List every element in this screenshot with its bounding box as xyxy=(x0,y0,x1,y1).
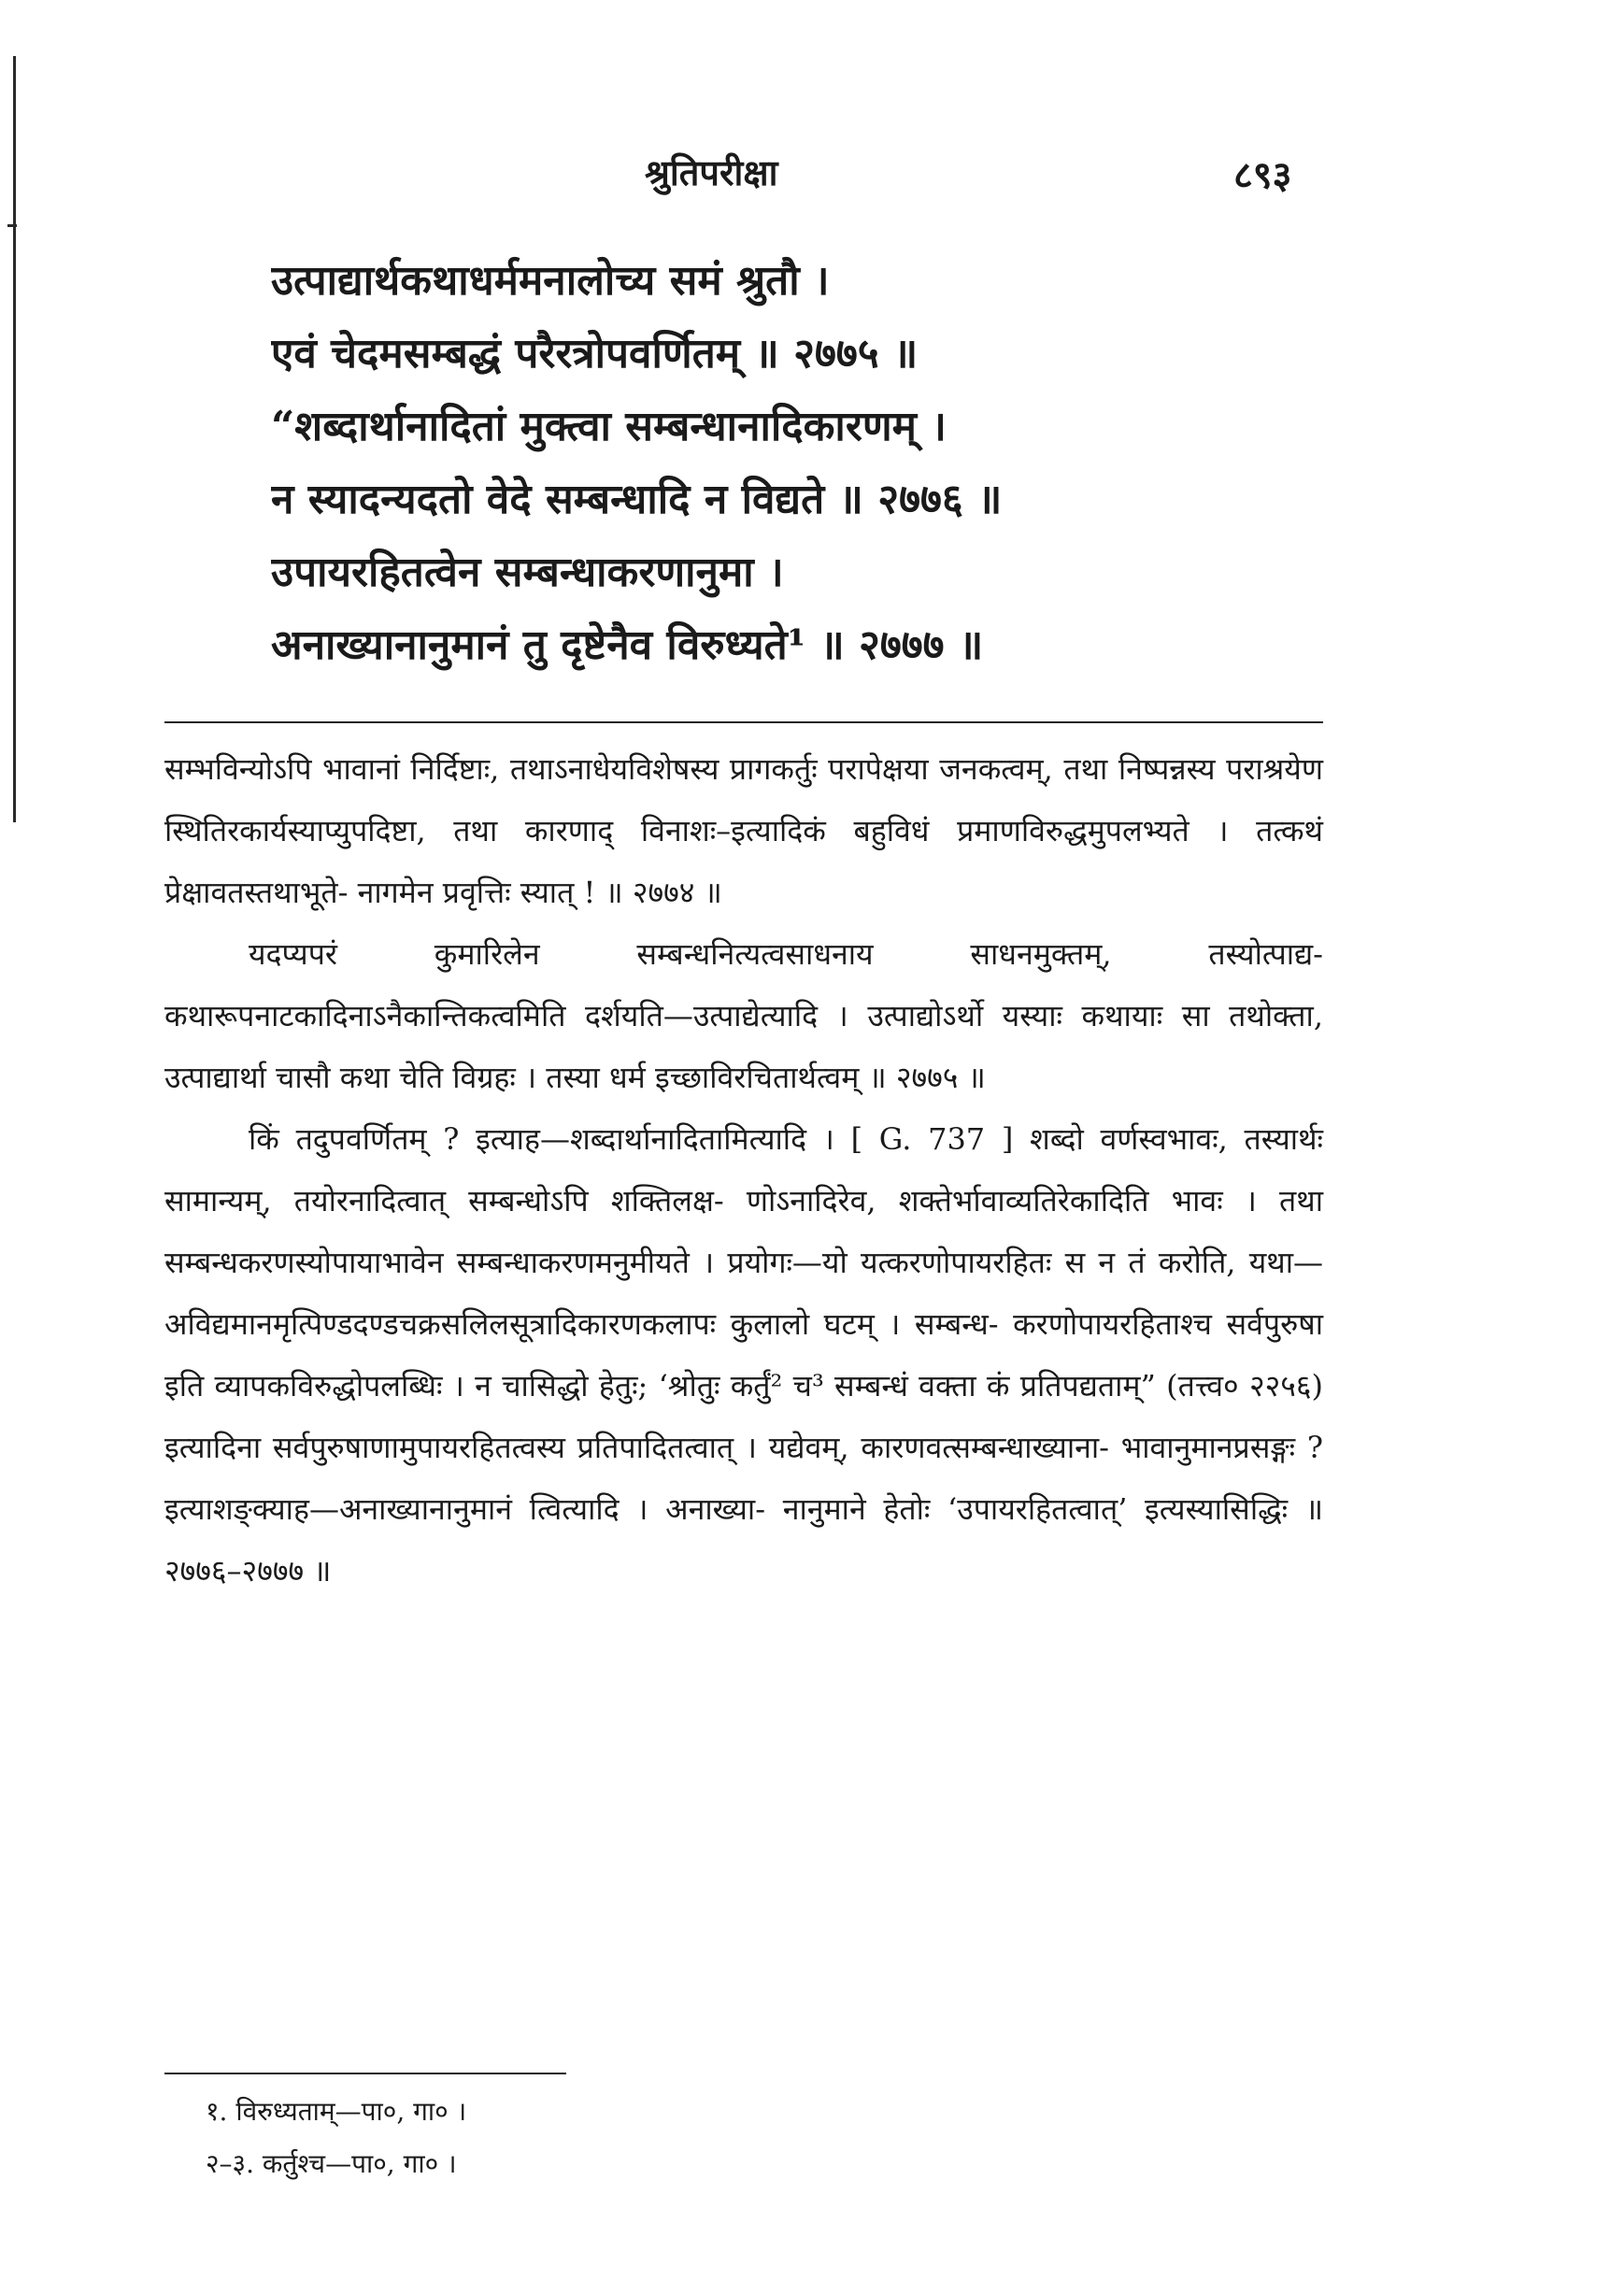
verse-line: अनाख्यानानुमानं तु दृष्टेनैव विरुध्यते¹ ॥ २७७७ ॥ xyxy=(271,621,984,669)
commentary-paragraph: किं तदुपवर्णितम् ? इत्याह—शब्दार्थानादितामित्यादि । [ G. 737 ] शब्दो वर्णस्वभावः, तस्यार्थः सामान्यम्, तयोरनादित्वात् सम्बन्धोऽपि शक्तिलक्ष- णोऽनादिरेव, शक्तेर्भावाव्यतिरेकादिति भावः । तथा सम्बन्धकरणस्योपायाभावेन सम्बन्धाकरणमनुमीयते । प्रयोगः—यो यत्करणोपायरहितः स न तं करोति, यथा— अविद्यमानमृत्पिण्डदण्डचक्रसलिलसूत्रादिकारणकलापः कुलालो घटम् । सम्बन्ध- करणोपायरहिताश्च सर्वपुरुषा इति व्यापकविरुद्धोपलब्धिः । न चासिद्धो हेतुः; ‘श्रोतुः कर्तुं² च³ सम्बन्धं वक्ता कं प्रतिपद्यताम्” (तत्त्व० २२५६) इत्यादिना सर्वपुरुषाणामुपायरहितत्वस्य प्रतिपादितत्वात् । यद्येवम्, कारणवत्सम्बन्धाख्याना- भावानुमानप्रसङ्गः ? इत्याशङ्क्याह—अनाख्यानानुमानं त्वित्यादि । अनाख्या- नानुमाने हेतोः ‘उपायरहितत्वात्’ इत्यस्यासिद्धिः ॥ २७७६–२७७७ ॥ xyxy=(164,1121,1323,1589)
footnote: २–३. कर्तुश्च—पा०, गा० । xyxy=(206,2148,457,2179)
running-title: श्रुतिपरीक्षा xyxy=(645,151,778,193)
binding-edge-tick xyxy=(7,224,17,227)
commentary-paragraph: यदप्यपरं कुमारिलेन सम्बन्धनित्यत्वसाधनाय साधनमुक्तम्, तस्योत्पाद्य- कथारूपनाटकादिनाऽनैकान्तिकत्वमिति दर्शयति—उत्पाद्येत्यादि । उत्पाद्योऽर्थो यस्याः कथायाः सा तथोक्ता, उत्पाद्यार्था चासौ कथा चेति विग्रहः । तस्या धर्म इच्छाविरचितार्थत्वम् ॥ २७७५ ॥ xyxy=(164,936,1323,1095)
verse-line: उपायरहितत्वेन सम्बन्धाकरणानुमा । xyxy=(271,549,784,596)
verse-line: उत्पाद्यार्थकथाधर्ममनालोच्य समं श्रुतौ । xyxy=(271,257,830,305)
verse-commentary-divider xyxy=(164,721,1323,723)
verse-line: न स्यादन्यदतो वेदे सम्बन्धादि न विद्यते ॥ २७७६ ॥ xyxy=(271,476,1003,523)
commentary-block xyxy=(164,738,1323,1602)
verse-line: “शब्दार्थानादितां मुक्त्वा सम्बन्धानादिकारणम् । xyxy=(271,403,947,450)
footnote: १. विरुध्यताम्—पा०, गा० । xyxy=(206,2096,467,2127)
commentary-paragraph: सम्भविन्योऽपि भावानां निर्दिष्टाः, तथाऽनाधेयविशेषस्य प्रागकर्तुः परापेक्षया जनकत्वम्, तथा निष्पन्नस्य पराश्रयेण स्थितिरकार्यस्याप्युपदिष्टा, तथा कारणाद् विनाशः–इत्यादिकं बहुविधं प्रमाणविरुद्धमुपलभ्यते । तत्कथं प्रेक्षावतस्तथाभूते- नागमेन प्रवृत्तिः स्यात् ! ॥ २७७४ ॥ xyxy=(164,751,1323,910)
verse-block xyxy=(271,245,1308,682)
footnotes xyxy=(206,2086,1047,2190)
page-number: ८९३ xyxy=(1233,153,1292,197)
footnote-divider xyxy=(164,2073,566,2074)
verse-line: एवं चेदमसम्बद्धं परैरत्रोपवर्णितम् ॥ २७७५ ॥ xyxy=(271,330,919,378)
running-head xyxy=(0,148,1624,204)
